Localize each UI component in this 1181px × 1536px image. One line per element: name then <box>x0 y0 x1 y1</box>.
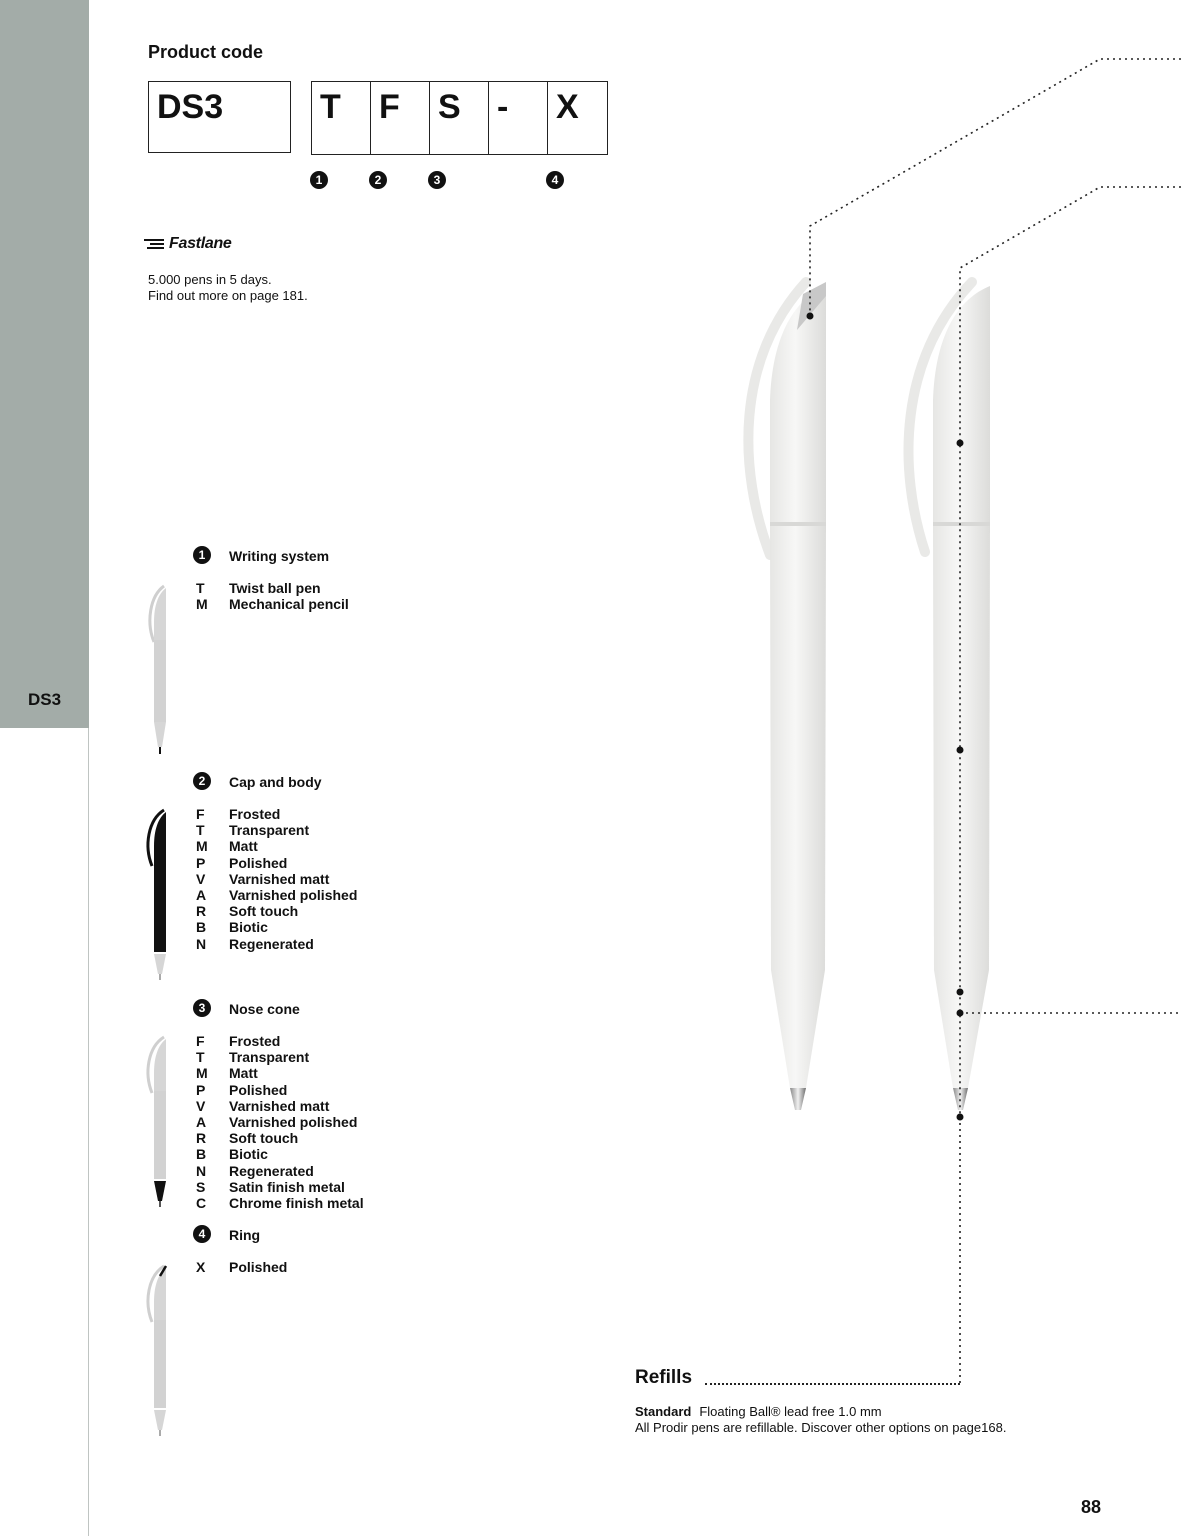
option-label: Polished <box>229 1081 288 1098</box>
option-label: Biotic <box>229 1146 268 1163</box>
option-code: V <box>196 870 206 887</box>
option-code: X <box>196 1259 206 1275</box>
option-code: F <box>196 1033 205 1049</box>
option-label: Polished <box>229 1259 288 1275</box>
option-label: Polished <box>229 854 288 871</box>
refills-title: Refills <box>635 1367 693 1388</box>
section-title-ring: Ring <box>229 1227 261 1243</box>
option-code: M <box>196 1065 208 1082</box>
option-label: Frosted <box>229 1033 281 1049</box>
option-label: Soft touch <box>229 903 299 920</box>
section-title-cap-and-body: Cap and body <box>229 774 322 790</box>
section-badge-4: 4 <box>193 1225 211 1243</box>
option-code: N <box>196 1162 207 1179</box>
fastlane-line-2: Find out more on page 181. <box>148 288 308 303</box>
option-label: Biotic <box>229 919 268 936</box>
refills-note: All Prodir pens are refillable. Discover other options on page168. <box>635 1420 1007 1435</box>
option-code: A <box>196 887 207 904</box>
code-cell-separator: - <box>489 82 548 154</box>
option-code: C <box>196 1195 207 1212</box>
option-label: Varnished polished <box>229 887 358 904</box>
fastlane-logo-text: Fastlane <box>169 235 232 252</box>
product-code-title: Product code <box>148 42 264 62</box>
option-label: Mechanical pencil <box>229 596 349 613</box>
page-number: 88 <box>1081 1497 1102 1517</box>
refills-standard-label: Standard <box>635 1404 692 1419</box>
option-label: Varnished matt <box>229 1097 330 1114</box>
option-label: Soft touch <box>229 1130 299 1147</box>
code-marker-3: 3 <box>428 171 446 189</box>
section-badge-2: 2 <box>193 772 211 790</box>
option-code: B <box>196 1146 207 1163</box>
option-label: Transparent <box>229 822 310 839</box>
code-marker-4: 4 <box>546 171 564 189</box>
option-code: P <box>196 854 206 871</box>
option-label: Frosted <box>229 806 281 822</box>
pen-illustration-1 <box>748 282 826 1110</box>
option-code: M <box>196 838 208 855</box>
option-code: T <box>196 1049 205 1066</box>
option-code: A <box>196 1114 207 1131</box>
option-code: M <box>196 596 208 613</box>
refills-standard-value: Floating Ball® lead free 1.0 mm <box>699 1404 882 1419</box>
sidebar-tab-label: DS3 <box>27 690 62 709</box>
option-label: Twist ball pen <box>229 580 321 596</box>
option-code: R <box>196 1130 207 1147</box>
option-code: F <box>196 806 205 822</box>
option-label: Varnished polished <box>229 1114 358 1131</box>
option-label: Chrome finish metal <box>229 1195 364 1212</box>
option-code: T <box>196 580 205 596</box>
section-badge-3: 3 <box>193 999 211 1017</box>
option-label: Varnished matt <box>229 870 330 887</box>
product-code-model-box: DS3 <box>148 81 291 153</box>
section-title-nose-cone: Nose cone <box>229 1001 300 1017</box>
section-badge-1: 1 <box>193 546 211 564</box>
option-code: T <box>196 822 205 839</box>
code-marker-1: 1 <box>310 171 328 189</box>
option-label: Regenerated <box>229 1162 314 1179</box>
option-code: P <box>196 1081 206 1098</box>
refills-callout-line <box>705 1383 960 1385</box>
code-cell-writing-system: T <box>312 82 371 154</box>
option-code: B <box>196 919 207 936</box>
option-code: R <box>196 903 207 920</box>
code-cell-ring: X <box>556 88 579 126</box>
option-code: S <box>196 1178 206 1195</box>
callout-lines <box>810 59 1181 1384</box>
code-cell-cap-body: F <box>371 82 430 154</box>
option-label: Satin finish metal <box>229 1178 345 1195</box>
option-label: Regenerated <box>229 935 314 952</box>
option-code: V <box>196 1097 206 1114</box>
code-cell-nose-cone: S <box>430 82 489 154</box>
option-label: Transparent <box>229 1049 310 1066</box>
refills-standard <box>635 1404 882 1419</box>
section-title-writing-system: Writing system <box>229 548 330 564</box>
option-label: Matt <box>229 838 258 855</box>
fastlane-line-1: 5.000 pens in 5 days. <box>148 272 272 287</box>
option-label: Matt <box>229 1065 258 1082</box>
option-code: N <box>196 935 207 952</box>
pen-illustration-2 <box>908 282 990 1110</box>
code-marker-2: 2 <box>369 171 387 189</box>
